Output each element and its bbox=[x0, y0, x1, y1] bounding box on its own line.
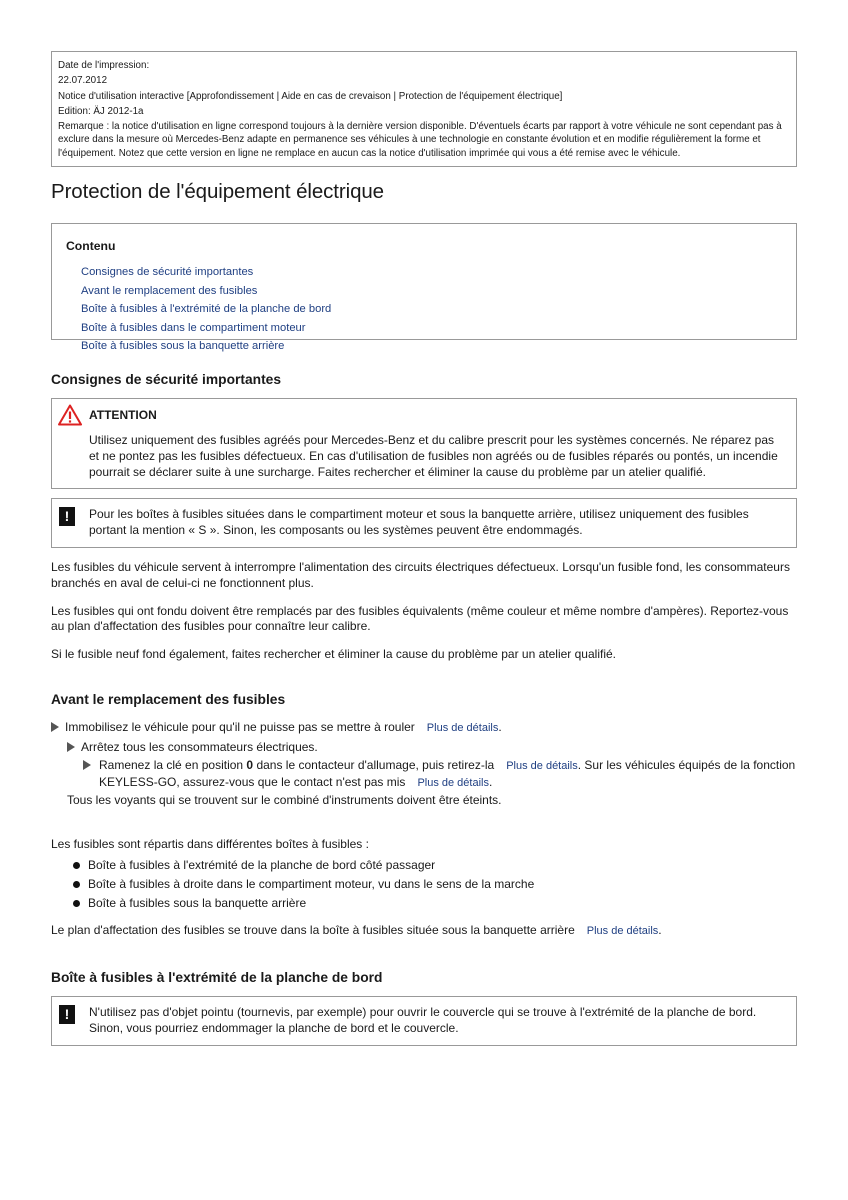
list-item-text: Boîte à fusibles à l'extrémité de la planche de bord côté passager bbox=[88, 857, 436, 872]
section-heading-safety: Consignes de sécurité importantes bbox=[51, 372, 282, 388]
more-details-link[interactable]: Plus de détails bbox=[506, 760, 578, 773]
note-text: Pour les boîtes à fusibles situées dans le compartiment moteur et sous la banquette arrière, utilisez uniquement des fusibles portant la mention « S ». Sinon, les composants ou les systèmes peuvent être endommagés. bbox=[89, 507, 749, 538]
toc-link-before-replacing[interactable]: Avant le remplacement des fusibles bbox=[81, 284, 258, 297]
step-2-text: Arrêtez tous les consommateurs électriques. bbox=[81, 739, 318, 754]
breadcrumb: Notice d'utilisation interactive [Approfondissement | Aide en cas de crevaison | Protection de l'équipement électrique] bbox=[58, 90, 563, 102]
toc-link-rear-seat-fusebox[interactable]: Boîte à fusibles sous la banquette arrière bbox=[81, 340, 285, 353]
step-arrow-icon bbox=[51, 722, 59, 732]
print-info-box bbox=[51, 51, 797, 167]
list-item bbox=[51, 875, 797, 894]
note-box bbox=[51, 498, 797, 548]
more-details-link[interactable]: Plus de détails bbox=[426, 722, 499, 735]
note-text: N'utilisez pas d'objet pointu (tournevis, par exemple) pour ouvrir le couvercle qui se trouve à l'extrémité de la planche de bord. Sinon, vous pourriez endommager la planche de bord et le couvercle. bbox=[89, 1005, 757, 1036]
page-title: Protection de l'équipement électrique bbox=[51, 180, 384, 204]
step-3 bbox=[51, 757, 797, 791]
toc-link-engine-fusebox[interactable]: Boîte à fusibles dans le compartiment moteur bbox=[81, 321, 306, 334]
fuse-plan-text: Le plan d'affectation des fusibles se trouve dans la boîte à fusibles située sous la banquette arrière bbox=[51, 922, 575, 937]
list-item bbox=[51, 856, 797, 875]
toc-title: Contenu bbox=[66, 239, 116, 254]
section-heading-dashboard-fusebox: Boîte à fusibles à l'extrémité de la planche de bord bbox=[51, 970, 383, 986]
list-item bbox=[51, 894, 797, 913]
page bbox=[51, 51, 797, 1046]
step-arrow-icon bbox=[83, 760, 91, 770]
table-of-contents bbox=[51, 223, 797, 353]
toc-link-dashboard-fusebox[interactable]: Boîte à fusibles à l'extrémité de la planche de bord bbox=[81, 303, 332, 316]
edition: Edition: ÄJ 2012-1a bbox=[58, 105, 144, 117]
exclamation-icon: ! bbox=[59, 1005, 75, 1024]
step-result: Tous les voyants qui se trouvent sur le combiné d'instruments doivent être éteints. bbox=[67, 793, 502, 808]
step-2 bbox=[51, 738, 797, 757]
period: . bbox=[658, 922, 662, 937]
fusebox-intro: Les fusibles sont répartis dans différentes boîtes à fusibles : bbox=[51, 836, 369, 851]
list-item-text: Boîte à fusibles sous la banquette arrière bbox=[88, 895, 307, 910]
step-3-text-c: Sur les véhicules équipés de la fonction KEYLESS-GO, assurez-vous que le contact n'est pas mis bbox=[99, 758, 796, 790]
list-item-text: Boîte à fusibles à droite dans le compartiment moteur, vu dans le sens de la marche bbox=[88, 876, 535, 891]
paragraph: Les fusibles qui ont fondu doivent être remplacés par des fusibles équivalents (même couleur et même nombre d'ampères). Reportez-vous au plan d'affectation des fusibles pour connaître leur calibre. bbox=[51, 603, 789, 634]
step-1-text: Immobilisez le véhicule pour qu'il ne puisse pas se mettre à rouler bbox=[65, 720, 415, 735]
more-details-link[interactable]: Plus de détails bbox=[586, 924, 659, 937]
note-box bbox=[51, 996, 797, 1046]
period: . bbox=[577, 758, 582, 773]
fuse-plan-paragraph bbox=[51, 923, 797, 940]
key-position: 0 bbox=[246, 758, 254, 773]
exclamation-icon: ! bbox=[59, 507, 75, 526]
step-arrow-icon bbox=[67, 742, 75, 752]
step-1 bbox=[51, 718, 797, 738]
step-3-text-b: dans le contacteur d'allumage, puis retirez-la bbox=[253, 758, 495, 773]
more-details-link[interactable]: Plus de détails bbox=[417, 777, 489, 790]
toc-link-safety[interactable]: Consignes de sécurité importantes bbox=[81, 266, 254, 279]
remark: Remarque : la notice d'utilisation en ligne correspond toujours à la dernière version disponible. D'éventuels écarts par rapport à votre véhicule ne sont cependant pas à exclure dans la mesure où Mercedes-Benz adapte en permanence ses véhicules à une technologie en constante évolution et en modifie régulièrement la forme et l'équipement. Notez que cette version en ligne ne remplace en aucun cas la notice d'utilisation imprimée qui vous a été remise avec le véhicule. bbox=[58, 121, 782, 159]
period: . bbox=[488, 775, 493, 790]
warning-box bbox=[51, 398, 797, 489]
instruction-list bbox=[51, 718, 797, 810]
warning-triangle-icon bbox=[58, 404, 82, 426]
bullet-icon bbox=[73, 881, 80, 888]
warning-text: Utilisez uniquement des fusibles agréés pour Mercedes-Benz et du calibre prescrit pour les systèmes concernés. Ne réparez pas et ne pontez pas les fusibles défectueux. En cas d'utilisation de fusibles non agréés ou de fusibles réparés ou pontés, un incendie pourrait se déclarer suite à une surcharge. Faites rechercher et éliminer la cause du problème par un atelier qualifié. bbox=[89, 433, 778, 479]
step-3-body bbox=[83, 757, 797, 791]
paragraph: Les fusibles du véhicule servent à interrompre l'alimentation des circuits électriques défectueux. Lorsqu'un fusible fond, les consommateurs branchés en aval de celui-ci ne fonctionnent plus. bbox=[51, 560, 790, 590]
print-date-label: Date de l'impression: bbox=[58, 60, 150, 71]
fusebox-list bbox=[51, 856, 797, 913]
step-3-text-a: Ramenez la clé en position bbox=[99, 758, 247, 773]
bullet-icon bbox=[73, 900, 80, 907]
paragraph: Si le fusible neuf fond également, faites rechercher et éliminer la cause du problème par un atelier qualifié. bbox=[51, 647, 616, 662]
print-date: 22.07.2012 bbox=[58, 75, 108, 87]
warning-title: ATTENTION bbox=[89, 408, 157, 423]
period: . bbox=[498, 720, 502, 735]
section-heading-before-replacing: Avant le remplacement des fusibles bbox=[51, 692, 286, 708]
bullet-icon bbox=[73, 862, 80, 869]
